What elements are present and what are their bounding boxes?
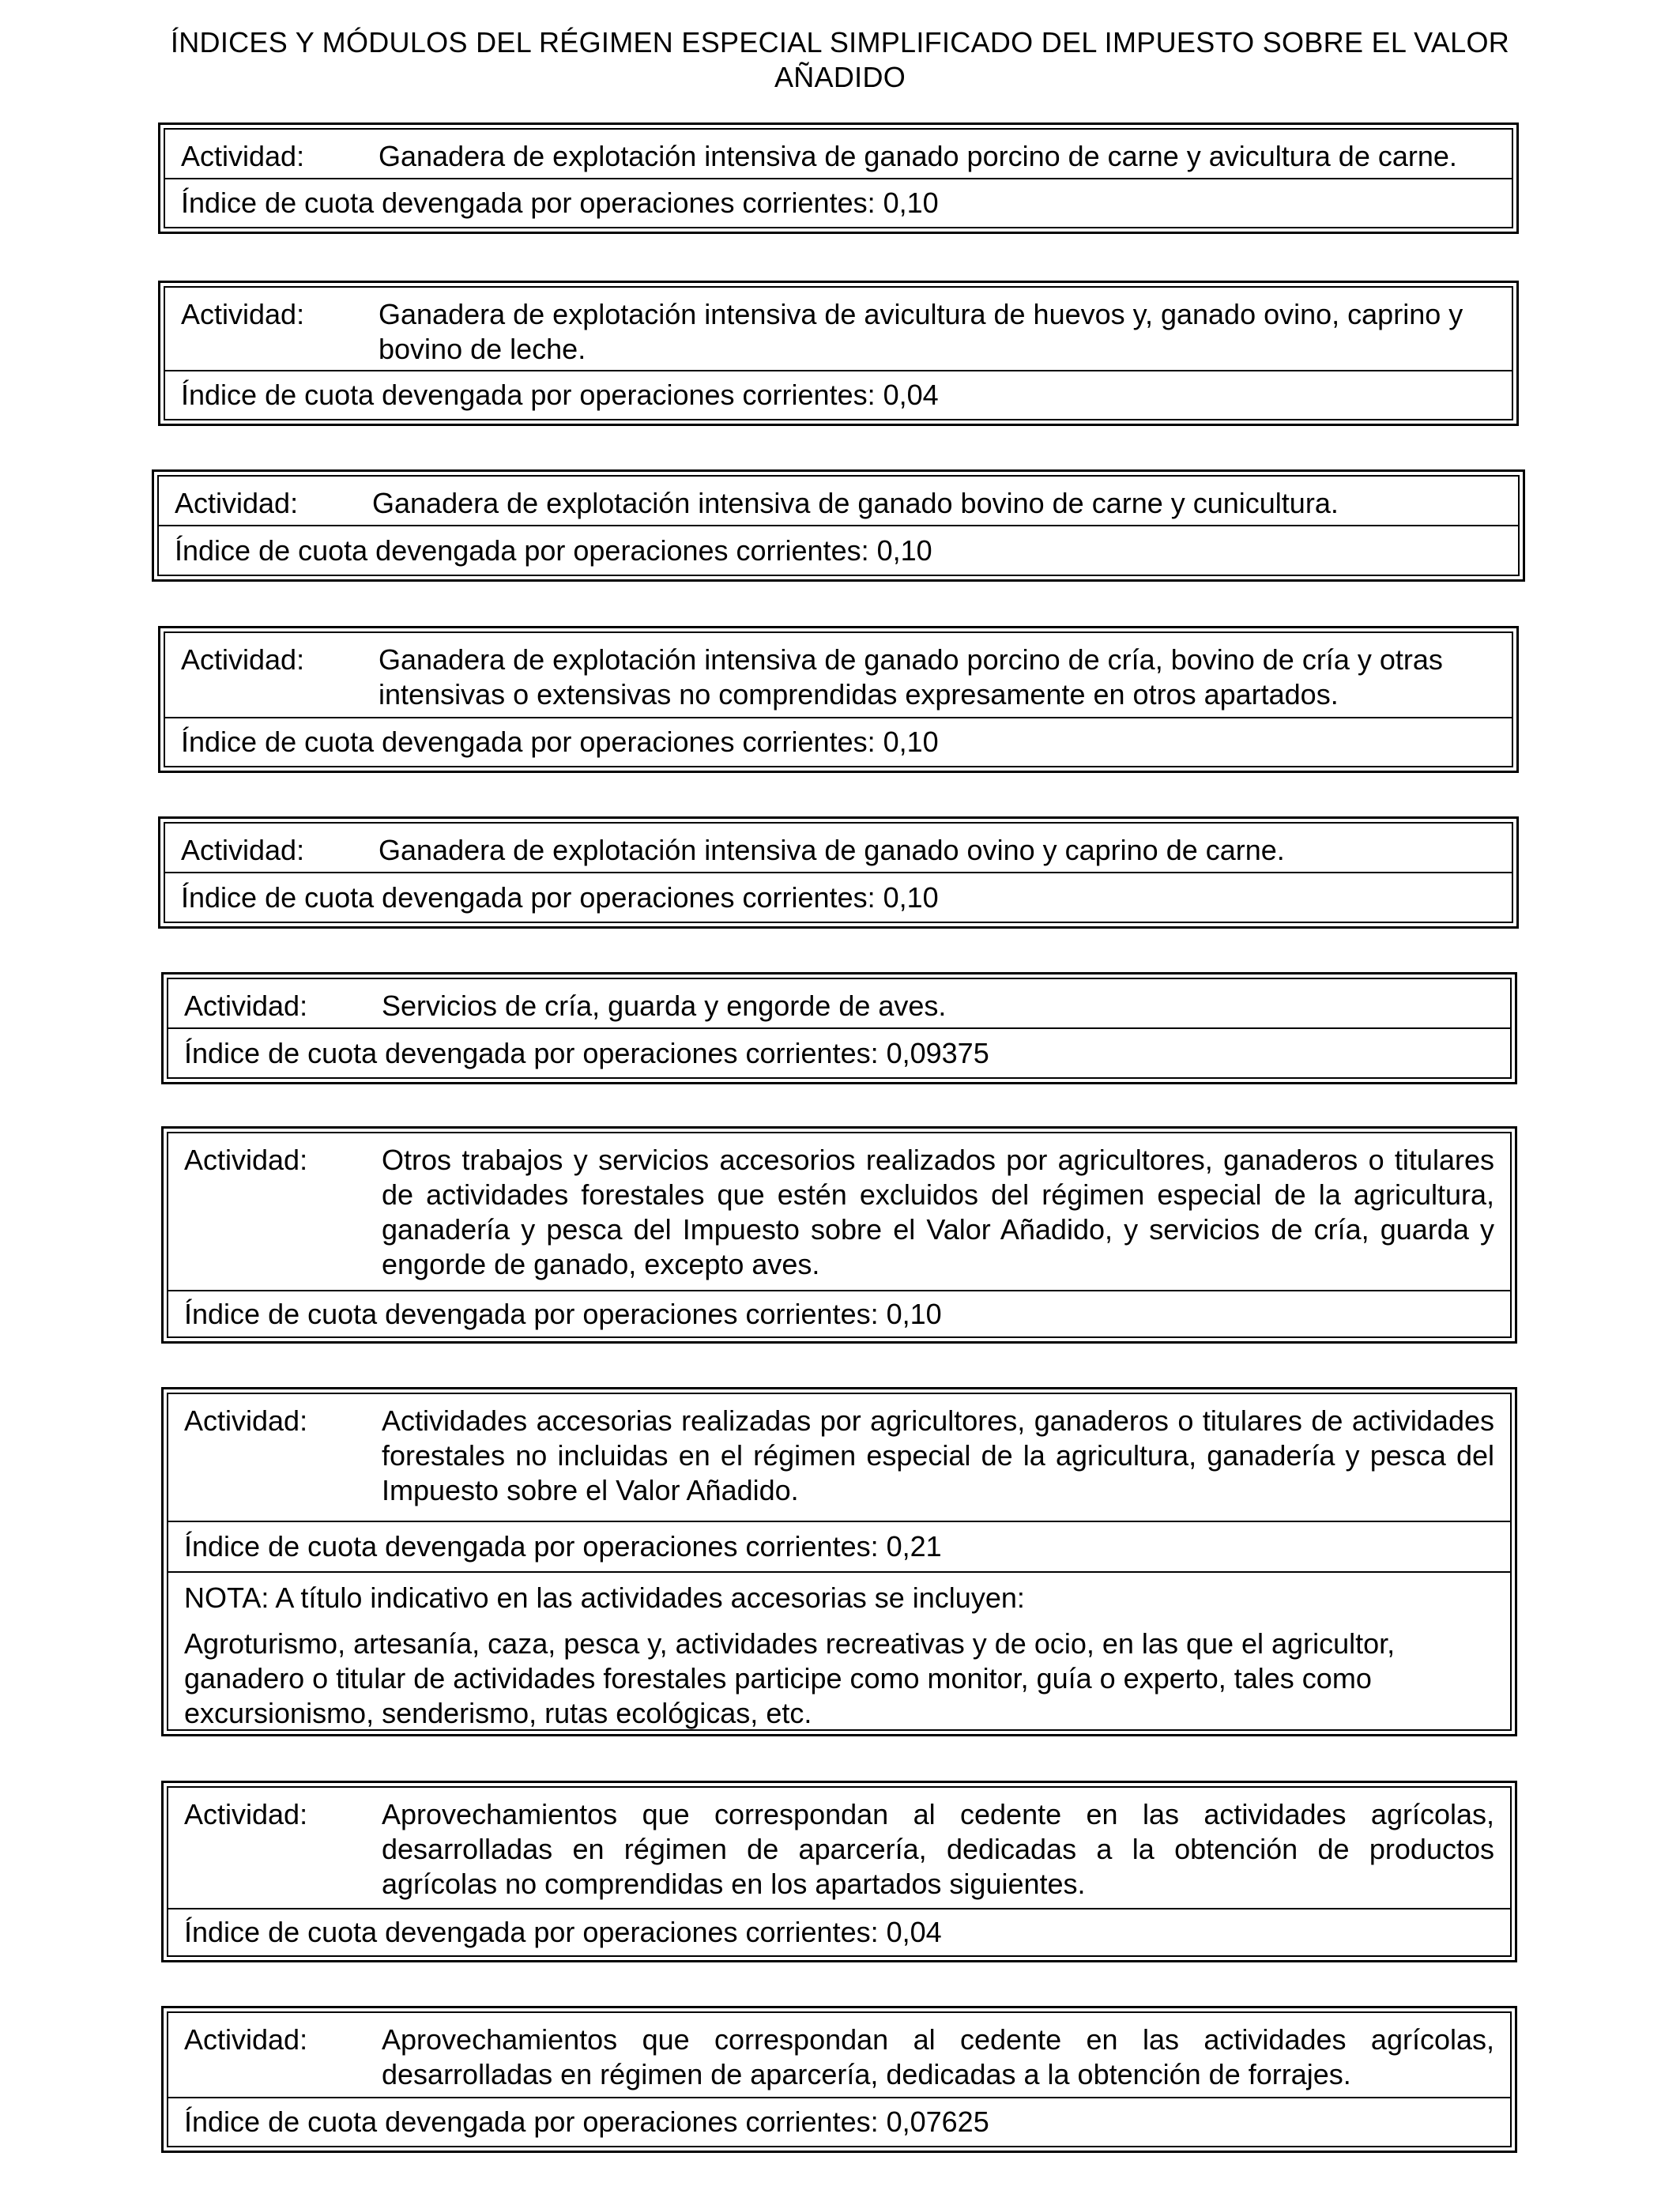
activity-description: Ganadera de explotación intensiva de ganado bovino de carne y cunicultura. — [372, 487, 1339, 519]
activity-block-4 — [158, 626, 1519, 773]
activity-block-3 — [152, 469, 1525, 582]
note-text: Agroturismo, artesanía, caza, pesca y, actividades recreativas y de ocio, en las que el agricultor, ganadero o titular de actividades forestales participe como monitor, guía o experto, tales como excursionismo, senderismo, rutas ecológicas, etc. — [184, 1627, 1396, 1729]
activity-description: Aprovechamientos que correspondan al cedente en las actividades agrícolas, desarrolladas en régimen de aparcería, dedicadas a la obtención de productos agrícolas no comprendidas en los apartados siguientes. — [382, 1798, 1494, 1900]
activity-row — [165, 130, 1512, 178]
activity-block-6 — [161, 972, 1517, 1084]
activity-row — [165, 288, 1512, 370]
activity-row — [165, 824, 1512, 872]
document-title: ÍNDICES Y MÓDULOS DEL RÉGIMEN ESPECIAL SIMPLIFICADO DEL IMPUESTO SOBRE EL VALOR AÑADIDO — [170, 26, 1510, 93]
activity-label: Actividad: — [184, 1404, 308, 1437]
index-line: Índice de cuota devengada por operaciones corrientes: 0,10 — [181, 186, 939, 219]
index-line: Índice de cuota devengada por operaciones corrientes: 0,04 — [184, 1915, 942, 1948]
activity-label: Actividad: — [181, 140, 305, 172]
activity-row — [168, 1133, 1510, 1290]
index-line: Índice de cuota devengada por operaciones corrientes: 0,10 — [181, 880, 939, 914]
activity-label: Actividad: — [184, 1798, 308, 1830]
index-row — [168, 1521, 1510, 1571]
activity-label: Actividad: — [175, 487, 299, 519]
activity-row — [165, 633, 1512, 717]
activity-label: Actividad: — [181, 834, 305, 866]
index-line: Índice de cuota devengada por operaciones corrientes: 0,09375 — [184, 1036, 989, 1069]
activity-description: Ganadera de explotación intensiva de avicultura de huevos y, ganado ovino, caprino y bovino de leche. — [379, 298, 1463, 365]
activity-row — [168, 1788, 1510, 1908]
activity-row — [168, 1394, 1510, 1521]
index-row — [165, 872, 1512, 922]
index-row — [168, 2097, 1510, 2146]
activity-block-7 — [161, 1126, 1517, 1344]
activity-block-5 — [158, 816, 1519, 929]
index-row — [165, 370, 1512, 419]
activity-label: Actividad: — [184, 1144, 308, 1176]
activity-description: Aprovechamientos que correspondan al cedente en las actividades agrícolas, desarrolladas en régimen de aparcería, dedicadas a la obtención de forrajes. — [382, 2023, 1494, 2090]
activity-description: Ganadera de explotación intensiva de ganado ovino y caprino de carne. — [379, 834, 1285, 866]
index-row — [159, 525, 1518, 575]
activity-row — [159, 477, 1518, 525]
activity-description: Otros trabajos y servicios accesorios realizados por agricultores, ganaderos o titulares de actividades forestales que estén excluidos del régimen especial de la agricultura, ganadería y pesca del Impuesto sobre el Valor Añadido, y servicios de cría, guarda y engorde de ganado, excepto aves. — [382, 1144, 1494, 1280]
index-line: Índice de cuota devengada por operaciones corrientes: 0,21 — [184, 1530, 942, 1563]
activity-label: Actividad: — [184, 990, 308, 1022]
activity-label: Actividad: — [181, 298, 305, 330]
activity-description: Servicios de cría, guarda y engorde de aves. — [382, 990, 947, 1022]
activity-description: Ganadera de explotación intensiva de ganado porcino de cría, bovino de cría y otras intensivas o extensivas no comprendidas expresamente en otros apartados. — [379, 643, 1443, 711]
activity-label: Actividad: — [181, 643, 305, 676]
activity-block-1 — [158, 123, 1519, 234]
index-row — [165, 717, 1512, 766]
index-row — [168, 1027, 1510, 1077]
index-line: Índice de cuota devengada por operaciones corrientes: 0,07625 — [184, 2105, 989, 2138]
activity-row — [168, 2013, 1510, 2097]
activity-block-8 — [161, 1387, 1517, 1736]
activity-row — [168, 979, 1510, 1027]
index-line: Índice de cuota devengada por operaciones corrientes: 0,04 — [181, 379, 939, 412]
activity-block-2 — [158, 281, 1519, 426]
note-row — [168, 1571, 1510, 1739]
note-heading: NOTA: A título indicativo en las actividades accesorias se incluyen: — [184, 1581, 1025, 1614]
index-row — [168, 1290, 1510, 1336]
activity-label: Actividad: — [184, 2023, 308, 2056]
activity-description: Actividades accesorias realizadas por agricultores, ganaderos o titulares de actividades forestales no incluidas en el régimen especial de la agricultura, ganadería y pesca del Impuesto sobre el Valor Añadido. — [382, 1404, 1494, 1506]
activity-block-10 — [161, 2006, 1517, 2153]
index-line: Índice de cuota devengada por operaciones corrientes: 0,10 — [184, 1297, 942, 1330]
index-line: Índice de cuota devengada por operaciones corrientes: 0,10 — [175, 533, 932, 567]
index-line: Índice de cuota devengada por operaciones corrientes: 0,10 — [181, 725, 939, 758]
activity-block-9 — [161, 1781, 1517, 1962]
index-row — [168, 1908, 1510, 1955]
index-row — [165, 178, 1512, 228]
activity-description: Ganadera de explotación intensiva de ganado porcino de carne y avicultura de carne. — [379, 140, 1457, 172]
